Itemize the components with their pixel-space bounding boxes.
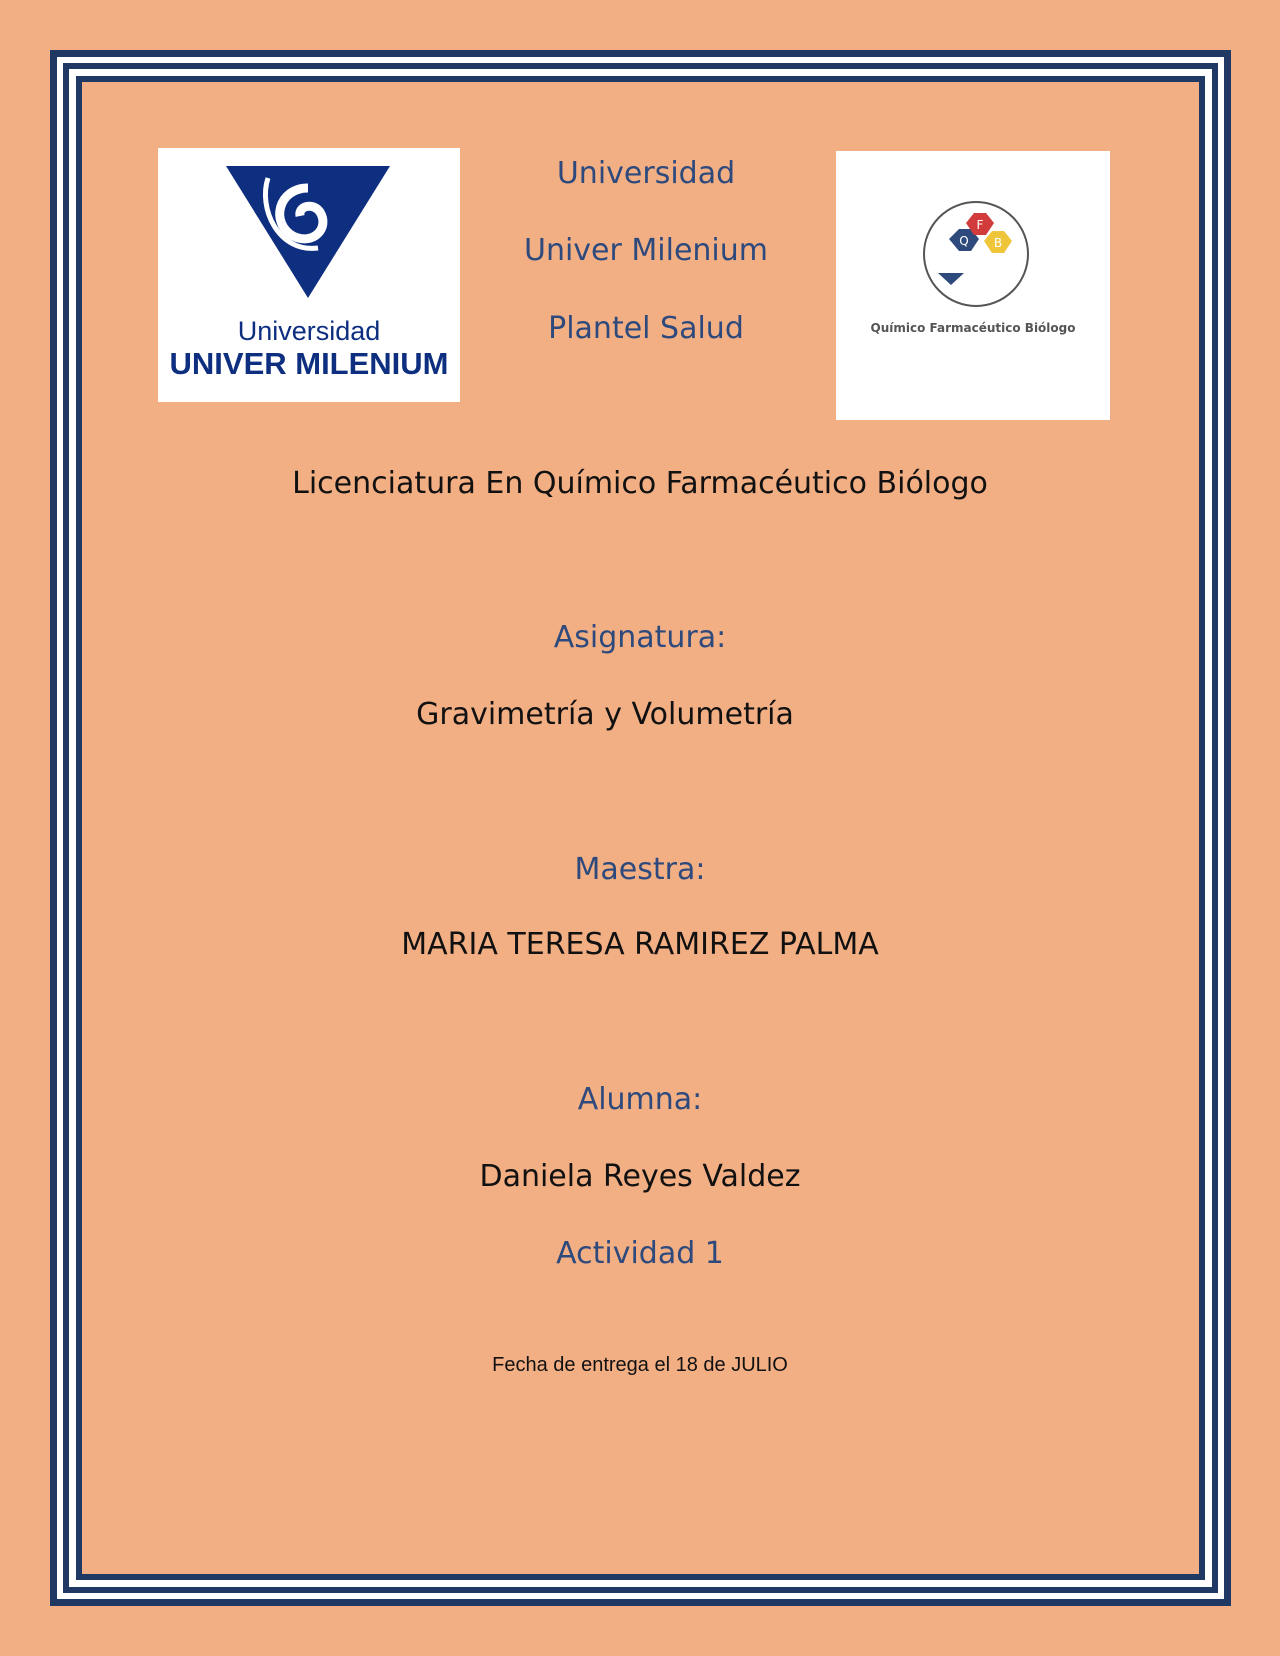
qfb-logo bbox=[836, 151, 1110, 420]
degree-title: Licenciatura En Químico Farmacéutico Biólogo bbox=[292, 466, 988, 501]
student-name: Daniela Reyes Valdez bbox=[479, 1159, 801, 1194]
subject-label: Asignatura: bbox=[553, 620, 727, 655]
activity-title: Actividad 1 bbox=[556, 1236, 724, 1271]
subject-value: Gravimetría y Volumetría bbox=[416, 697, 794, 732]
teacher-label: Maestra: bbox=[574, 852, 706, 887]
svg-text:B: B bbox=[993, 236, 1003, 250]
qfb-caption: Químico Farmacéutico Biólogo bbox=[870, 321, 1076, 335]
student-label: Alumna: bbox=[577, 1082, 703, 1117]
svg-text:F: F bbox=[976, 218, 984, 232]
header-line1: Universidad bbox=[556, 156, 736, 191]
header-line2: Univer Milenium bbox=[524, 233, 768, 268]
due-date: Fecha de entrega el 18 de JULIO bbox=[492, 1354, 788, 1376]
teacher-name: MARIA TERESA RAMIREZ PALMA bbox=[401, 927, 879, 962]
logo-line1: Universidad bbox=[237, 316, 381, 346]
logo-line2: UNIVER MILENIUM bbox=[169, 346, 449, 381]
svg-text:Q: Q bbox=[959, 234, 969, 248]
header-line3: Plantel Salud bbox=[548, 311, 744, 346]
